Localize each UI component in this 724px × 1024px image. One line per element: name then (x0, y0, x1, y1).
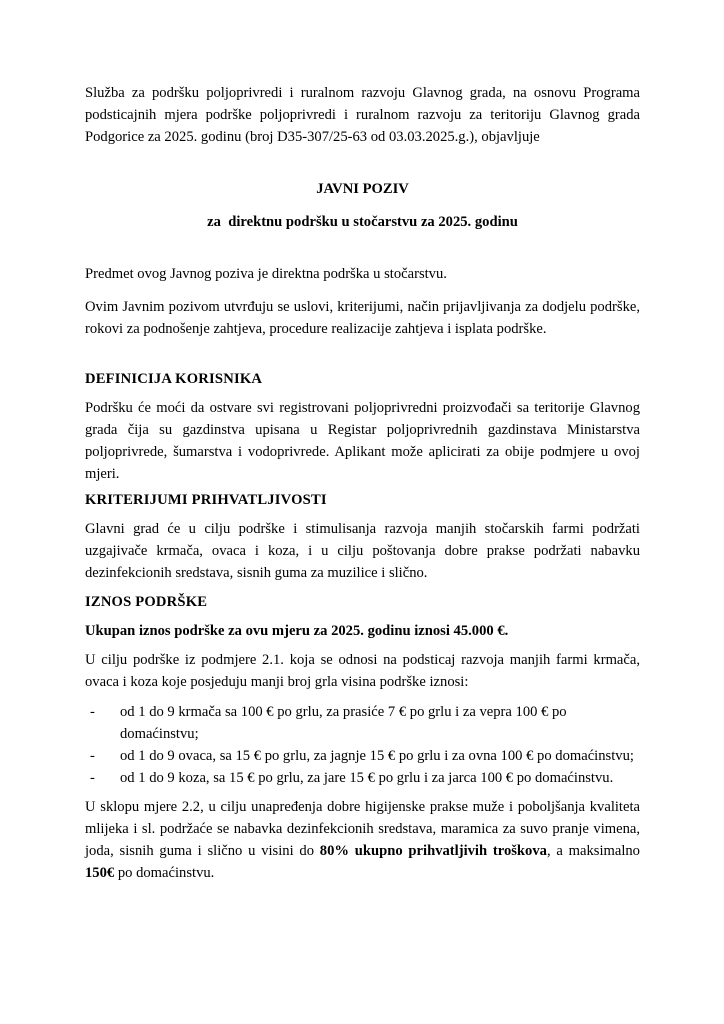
paragraph-uslovi: Ovim Javnim pozivom utvrđuju se uslovi, kriterijumi, način prijavljivanja za dodjelu podrške, rokovi za podnošenje zahtjeva, procedure realizacije zahtjeva i isplata podrške. (85, 299, 640, 337)
intro-paragraph: Služba za podršku poljoprivredi i ruralnom razvoju Glavnog grada, na osnovu Programa podsticajnih mjera podrške poljoprivredi i ruralnom razvoju za teritoriju Glavnog grada Podgorice za 2025. godinu (broj D35-307/25-63 od 03.03.2025.g.), objavljuje (85, 85, 640, 145)
paragraph-mjera-22 (85, 796, 640, 884)
mjera-22-bold-percentage: 80% ukupno prihvatljivih troškova (319, 843, 547, 859)
heading-kriterijumi-prihvatljivosti: KRITERIJUMI PRIHVATLJIVOSTI (85, 492, 327, 508)
mjera-22-bold-amount: 150€ (85, 865, 115, 881)
document-title: JAVNI POZIV (316, 181, 409, 197)
mjera-22-text-part1: U sklopu mjere 2.2, u cilju unapređenja dobre higijenske prakse muže i poboljšanja kvaliteta mlijeka i sl. podržaće se nabavka dezinfekcionih sredstava, maramica za suvo pranje vimena, joda, sisnih guma i slično u visini do (85, 799, 640, 859)
bullet-dash-marker: - (90, 704, 95, 720)
list-item-text: od 1 do 9 koza, sa 15 € po grlu, za jare 15 € po grlu i za jarca 100 € po domaćinstvu. (120, 770, 614, 786)
mjera-22-text-part3: po domaćinstvu. (114, 865, 215, 881)
paragraph-definicija: Podršku će moći da ostvare svi registrovani poljoprivredni proizvođači sa teritorije Glavnog grada čija su gazdinstva upisana u Registar poljoprivrednih gazdinstava Ministarstva poljoprivrede, šumarstva i vodoprivrede. Aplikant može aplicirati za obije podmjere u ovoj mjeri. (85, 400, 640, 482)
list-item (85, 767, 640, 789)
heading-definicija-korisnika: DEFINICIJA KORISNIKA (85, 371, 263, 387)
paragraph-kriterijumi: Glavni grad će u cilju podrške i stimulisanja razvoja manjih stočarskih farmi podržati uzgajivače krmača, ovaca i koza, i u cilju poštovanja dobre prakse podržati nabavku dezinfekcionih sredstava, sisnih guma za muzilice i slično. (85, 521, 640, 581)
document-subtitle: za direktnu podršku u stočarstvu za 2025. godinu (207, 214, 518, 230)
paragraph-podmjera-21: U cilju podrške iz podmjere 2.1. koja se odnosi na podsticaj razvoja manjih farmi krmača, ovaca i koza koje posjeduju manji broj grla visina podrške iznosi: (85, 652, 640, 690)
list-item-text: od 1 do 9 krmača sa 100 € po grlu, za prasiće 7 € po grlu i za vepra 100 € po domaćinstvu; (120, 704, 567, 742)
bullet-dash-marker: - (90, 748, 95, 764)
list-item-text: od 1 do 9 ovaca, sa 15 € po grlu, za jagnje 15 € po grlu i za ovna 100 € po domaćinstvu; (120, 748, 634, 764)
mjera-22-text-part2: , a maksimalno (546, 843, 640, 859)
paragraph-ukupan-iznos: Ukupan iznos podrške za ovu mjeru za 2025. godinu iznosi 45.000 €. (85, 623, 509, 639)
list-item (85, 745, 640, 767)
support-amounts-list (85, 701, 640, 789)
bullet-dash-marker: - (90, 770, 95, 786)
heading-iznos-podrske: IZNOS PODRŠKE (85, 594, 208, 610)
list-item (85, 701, 640, 745)
paragraph-predmet: Predmet ovog Javnog poziva je direktna podrška u stočarstvu. (85, 266, 447, 282)
